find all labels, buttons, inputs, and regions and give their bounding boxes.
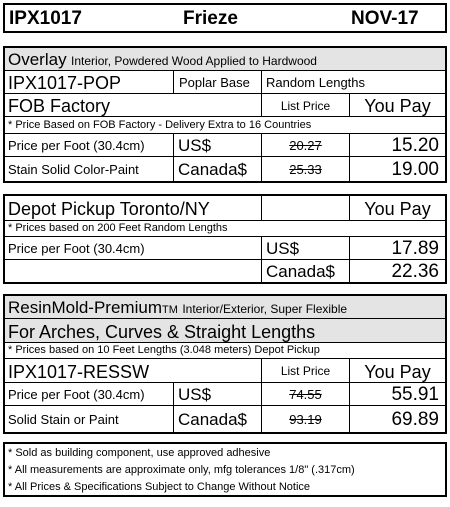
overlay-price-row-ca: [5, 156, 445, 181]
resin-you-pay: 69.89: [349, 406, 445, 432]
depot-you-pay-label: You Pay: [349, 196, 445, 220]
depot-section: [3, 194, 447, 284]
overlay-list-price: 20.27: [261, 134, 349, 156]
resin-subtitle: For Arches, Curves & Straight Lengths: [8, 323, 316, 342]
resin-title: ResinMold-Premium: [8, 299, 162, 317]
resin-list-price-label: List Price: [261, 359, 349, 382]
overlay-lengths: Random Lengths: [261, 71, 445, 93]
overlay-you-pay: 15.20: [349, 134, 445, 156]
overlay-fob-row: [5, 93, 445, 116]
overlay-fob: FOB Factory: [8, 97, 111, 116]
depot-row-label: Price per Foot (30.4cm): [8, 242, 145, 256]
resin-description: Interior/Exterior, Super Flexible: [182, 302, 348, 316]
overlay-price-row-us: [5, 133, 445, 156]
resin-list-price: 74.55: [261, 383, 349, 405]
overlay-base: Poplar Base: [173, 71, 261, 93]
note-line: * All measurements are approximate only, mfg tolerances 1/8" (.317cm): [8, 465, 355, 476]
overlay-product-row: [5, 70, 445, 93]
resin-price-row-ca: [5, 405, 445, 432]
resin-list-price: 93.19: [261, 406, 349, 432]
overlay-description: Interior, Powdered Wood Applied to Hardwood: [71, 54, 317, 68]
overlay-currency: Canada$: [173, 157, 261, 181]
product-code: IPX1017: [9, 8, 82, 29]
depot-title-row: [5, 196, 445, 220]
overlay-list-price-label: List Price: [261, 94, 349, 116]
resin-product-row: [5, 358, 445, 382]
date-label: NOV-17: [351, 8, 419, 29]
depot-note: * Prices based on 200 Feet Random Lengths: [8, 223, 228, 234]
resin-row-label: Price per Foot (30.4cm): [8, 388, 145, 402]
note-line: * All Prices & Specifications Subject to Change Without Notice: [8, 482, 311, 493]
resin-title-row: [5, 296, 445, 318]
resin-note-row: [5, 342, 445, 358]
resin-subtitle-row: [5, 318, 445, 342]
depot-price-row-ca: [5, 259, 445, 282]
resin-currency: US$: [173, 383, 261, 405]
notes-section: [3, 442, 447, 497]
overlay-title-row: [5, 48, 445, 70]
overlay-note-row: [5, 116, 445, 133]
depot-currency: Canada$: [261, 260, 349, 282]
depot-title: Depot Pickup Toronto/NY: [8, 200, 210, 219]
resin-price-row-us: [5, 382, 445, 405]
depot-you-pay: 22.36: [349, 260, 445, 282]
resin-section: [3, 294, 447, 434]
overlay-title: Overlay: [8, 51, 67, 69]
overlay-row-label: Price per Foot (30.4cm): [8, 139, 145, 153]
overlay-note: * Price Based on FOB Factory - Delivery Extra to 16 Countries: [8, 120, 312, 131]
overlay-you-pay-label: You Pay: [349, 94, 445, 116]
trademark-mark: TM: [161, 304, 178, 316]
depot-note-row: [5, 220, 445, 236]
overlay-section: [3, 46, 447, 183]
resin-row-label: Solid Stain or Paint: [8, 413, 119, 427]
resin-currency: Canada$: [173, 406, 261, 432]
overlay-currency: US$: [173, 134, 261, 156]
resin-you-pay-label: You Pay: [349, 359, 445, 382]
depot-currency: US$: [261, 237, 349, 259]
depot-price-row-us: [5, 236, 445, 259]
depot-you-pay: 17.89: [349, 237, 445, 259]
resin-product-code: IPX1017-RESSW: [8, 363, 150, 382]
product-name: Frieze: [183, 8, 238, 29]
overlay-product-code: IPX1017-POP: [8, 74, 122, 93]
overlay-list-price: 25.33: [261, 157, 349, 181]
overlay-row-label: Stain Solid Color-Paint: [8, 163, 139, 177]
note-line: * Sold as building component, use approved adhesive: [8, 448, 271, 459]
resin-note: * Prices based on 10 Feet Lengths (3.048 meters) Depot Pickup: [8, 345, 320, 356]
overlay-you-pay: 19.00: [349, 157, 445, 181]
resin-you-pay: 55.91: [349, 383, 445, 405]
page-header: [3, 3, 447, 33]
